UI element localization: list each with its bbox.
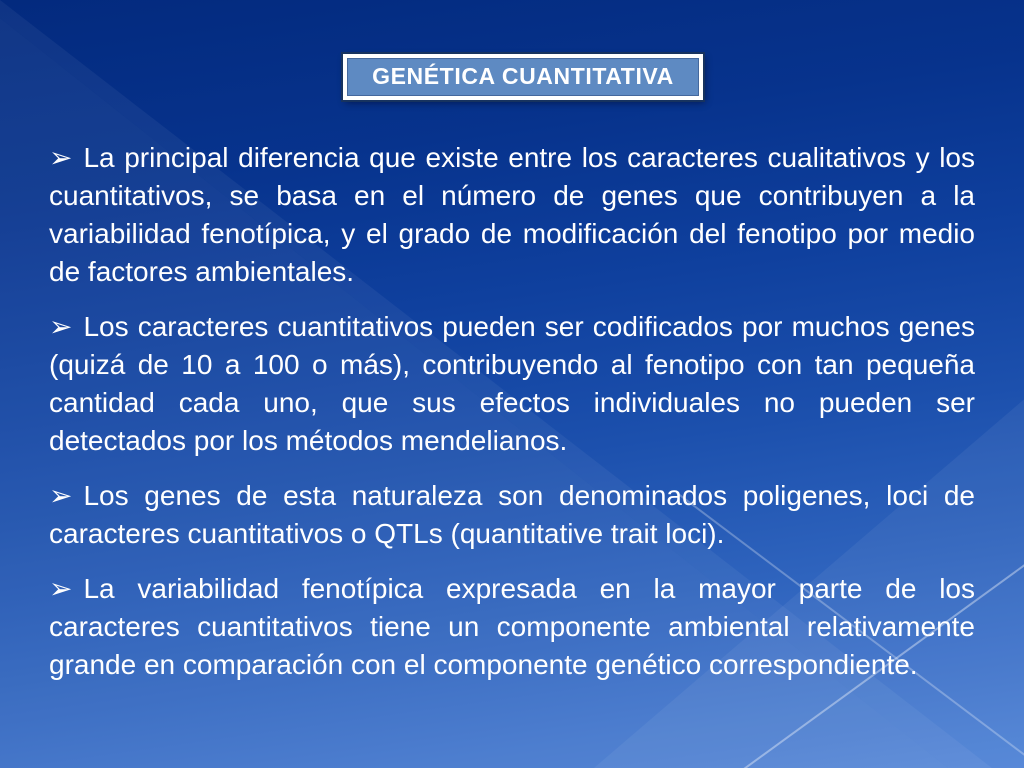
- bullet-arrow-icon: ➢: [49, 142, 73, 173]
- bullet-text: Los genes de esta naturaleza son denominados poligenes, loci de caracteres cuantitativos o QTLs (quantitative trait loci).: [49, 480, 975, 549]
- bullet-text: La principal diferencia que existe entre los caracteres cualitativos y los cuantitativos, se basa en el número de genes que contribuyen a la variabilidad fenotípica, y el grado de modificación del fenotipo por medio de factores ambientales.: [49, 142, 975, 287]
- bullet-arrow-icon: ➢: [49, 311, 73, 342]
- bullet-arrow-icon: ➢: [49, 573, 73, 604]
- bullet-list: [49, 139, 975, 701]
- bullet-text: Los caracteres cuantitativos pueden ser codificados por muchos genes (quizá de 10 a 100 o más), contribuyendo al fenotipo con tan pequeña cantidad cada uno, que sus efectos individuales no pueden ser detectados por los métodos mendelianos.: [49, 311, 975, 456]
- bullet-text: La variabilidad fenotípica expresada en la mayor parte de los caracteres cuantitativos tiene un componente ambiental relativamente grande en comparación con el componente genético correspondiente.: [49, 573, 975, 680]
- title-box: [343, 54, 703, 100]
- bullet-paragraph: [49, 477, 975, 553]
- slide-title: GENÉTICA CUANTITATIVA: [372, 63, 674, 89]
- bullet-paragraph: [49, 139, 975, 291]
- bullet-arrow-icon: ➢: [49, 480, 73, 511]
- bullet-paragraph: [49, 308, 975, 460]
- title-container: [0, 54, 1024, 100]
- bullet-paragraph: [49, 570, 975, 684]
